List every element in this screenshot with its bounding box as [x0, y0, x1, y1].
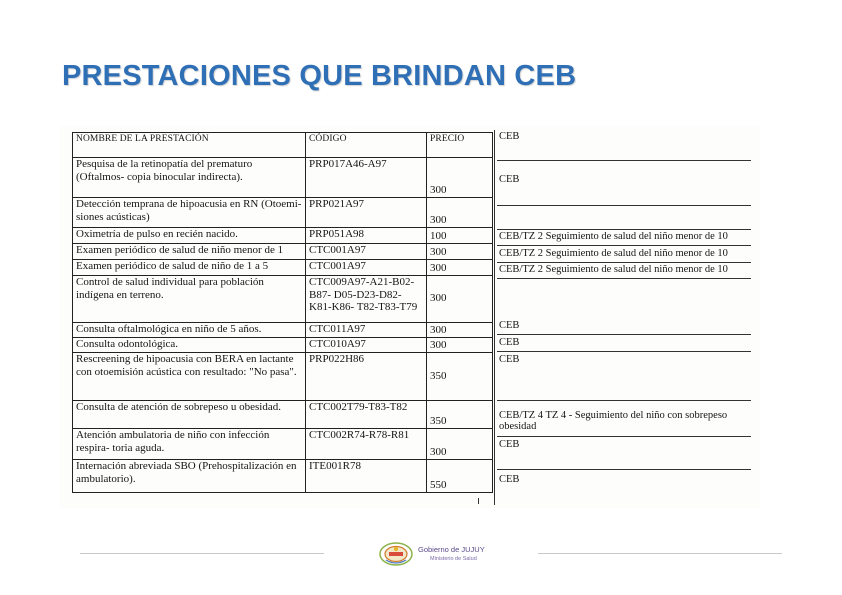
row-name: Atención ambulatoria de niño con infección respira- toria aguda. [73, 429, 306, 460]
table-row [73, 401, 493, 429]
row-name: Detección temprana de hipoacusia en RN (Otoemi- siones acústicas) [73, 198, 306, 228]
row-code: PRP051A98 [306, 228, 427, 244]
row-price: 550 [427, 460, 493, 493]
table-row [73, 158, 493, 198]
table-row [73, 353, 493, 401]
footer-divider-left [80, 553, 324, 554]
ceb-divider [497, 205, 751, 206]
row-code: PRP021A97 [306, 198, 427, 228]
footer-divider-right [538, 553, 782, 554]
ceb-entry: CEB/TZ 2 Seguimiento de salud del niño menor de 10 [499, 248, 728, 259]
jujuy-government-logo-icon [376, 540, 416, 568]
row-name: Control de salud individual para población indígena en terreno. [73, 276, 306, 323]
table-row [73, 323, 493, 338]
table-row [73, 429, 493, 460]
ceb-entry: CEB [499, 320, 520, 331]
row-code: PRP017A46-A97 [306, 158, 427, 198]
scan-mark [478, 498, 479, 504]
ceb-divider [497, 160, 751, 161]
header-name: NOMBRE DE LA PRESTACIÓN [73, 133, 306, 158]
header-code: CÓDIGO [306, 133, 427, 158]
ceb-divider [497, 229, 751, 230]
row-name: Consulta de atención de sobrepeso u obesidad. [73, 401, 306, 429]
row-price: 300 [427, 323, 493, 338]
row-price: 300 [427, 338, 493, 353]
row-name: Examen periódico de salud de niño menor de 1 [73, 244, 306, 260]
table-row [73, 198, 493, 228]
ceb-divider [497, 262, 751, 263]
ceb-entry: CEB [499, 474, 520, 485]
row-price: 350 [427, 401, 493, 429]
row-code: CTC002R74-R78-R81 [306, 429, 427, 460]
row-name: Examen periódico de salud de niño de 1 a 5 [73, 260, 306, 276]
footer-ministry-name: Ministerio de Salud [430, 556, 477, 562]
table-row [73, 460, 493, 493]
table-header-row [73, 133, 493, 158]
row-code: CTC001A97 [306, 260, 427, 276]
row-price: 300 [427, 276, 493, 323]
ceb-entry: CEB [499, 131, 520, 142]
ceb-divider [497, 351, 751, 352]
ceb-entry: CEB [499, 439, 520, 450]
row-code: CTC009A97-A21-B02- B87- D05-D23-D82- K81-K86- T82-T83-T79 [306, 276, 427, 323]
ceb-entry: CEB [499, 354, 520, 365]
ceb-entry: CEB [499, 174, 520, 185]
page-title: PRESTACIONES QUE BRINDAN CEB [62, 60, 577, 92]
prestaciones-table [72, 132, 493, 493]
footer-org-name: Gobierno de JUJUY [418, 545, 485, 554]
row-price: 300 [427, 429, 493, 460]
table-row [73, 244, 493, 260]
ceb-entry: CEB/TZ 4 TZ 4 - Seguimiento del niño con sobrepeso obesidad [499, 410, 728, 432]
row-price: 100 [427, 228, 493, 244]
row-price: 300 [427, 244, 493, 260]
row-code: CTC002T79-T83-T82 [306, 401, 427, 429]
row-code: PRP022H86 [306, 353, 427, 401]
row-name: Oximetría de pulso en recién nacido. [73, 228, 306, 244]
row-price: 300 [427, 198, 493, 228]
header-price: PRECIO [427, 133, 493, 158]
ceb-entry: CEB/TZ 2 Seguimiento de salud del niño menor de 10 [499, 231, 728, 242]
ceb-divider [497, 400, 751, 401]
row-price: 350 [427, 353, 493, 401]
row-name: Consulta odontológica. [73, 338, 306, 353]
row-name: Internación abreviada SBO (Prehospitalización en ambulatorio). [73, 460, 306, 493]
table-row [73, 228, 493, 244]
ceb-divider [497, 245, 751, 246]
ceb-entry: CEB/TZ 2 Seguimiento de salud del niño menor de 10 [499, 264, 728, 275]
row-code: CTC010A97 [306, 338, 427, 353]
row-code: ITE001R78 [306, 460, 427, 493]
table-row [73, 260, 493, 276]
scanned-table-image [60, 126, 760, 508]
row-name: Rescreening de hipoacusia con BERA en lactante con otoemisión acústica con resultado: "No pasa". [73, 353, 306, 401]
row-code: CTC011A97 [306, 323, 427, 338]
row-name: Pesquisa de la retinopatía del prematuro (Oftalmos- copia binocular indirecta). [73, 158, 306, 198]
row-name: Consulta oftalmológica en niño de 5 años. [73, 323, 306, 338]
table-row [73, 276, 493, 323]
ceb-divider [497, 436, 751, 437]
ceb-divider [497, 278, 751, 279]
ceb-entry: CEB [499, 337, 520, 348]
row-code: CTC001A97 [306, 244, 427, 260]
row-price: 300 [427, 158, 493, 198]
column-separator [494, 130, 495, 505]
table-row [73, 338, 493, 353]
ceb-divider [497, 334, 751, 335]
row-price: 300 [427, 260, 493, 276]
ceb-divider [497, 469, 751, 470]
